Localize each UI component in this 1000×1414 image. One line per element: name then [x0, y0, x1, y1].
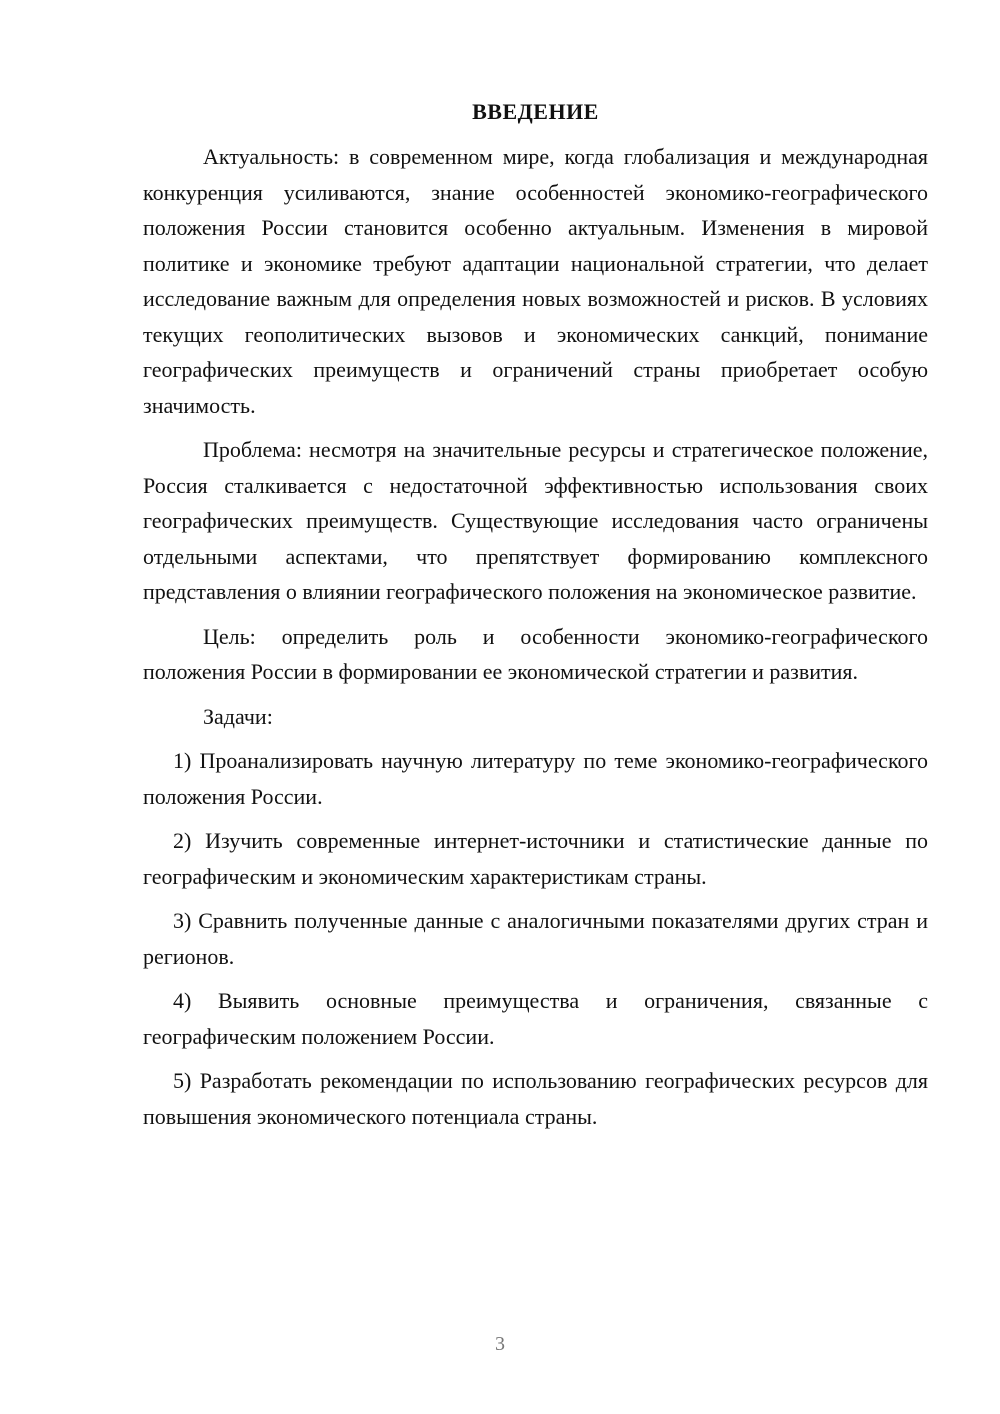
document-page — [143, 94, 928, 1143]
task-item-3: 3) Сравнить полученные данные с аналогичными показателями других стран и регионов. — [143, 908, 928, 969]
task-item-2: 2) Изучить современные интернет-источники и статистические данные по географическим и экономическим характеристикам страны. — [143, 828, 928, 889]
paragraph-goal: Цель: определить роль и особенности экономико-географического положения России в формировании ее экономической стратегии и развития. — [143, 623, 928, 684]
tasks-heading: Задачи: — [203, 703, 273, 729]
page-number: 3 — [495, 1333, 505, 1355]
task-item-1: 1) Проанализировать научную литературу по теме экономико-географического положения России. — [143, 748, 928, 809]
section-title: ВВЕДЕНИЕ — [472, 99, 599, 124]
task-item-5: 5) Разработать рекомендации по использованию географических ресурсов для повышения экономического потенциала страны. — [143, 1068, 928, 1129]
paragraph-problem: Проблема: несмотря на значительные ресурсы и стратегическое положение, Россия сталкивается с недостаточной эффективностью использования своих географических преимуществ. Существующие исследования часто ограничены отдельными аспектами, что препятствует формированию комплексного представления о влиянии географического положения на экономическое развитие. — [143, 437, 928, 604]
task-item-4: 4) Выявить основные преимущества и ограничения, связанные с географическим положением России. — [143, 988, 928, 1049]
paragraph-relevance: Актуальность: в современном мире, когда глобализация и международная конкуренция усиливаются, знание особенностей экономико-географического положения России становится особенно актуальным. Изменения в мировой политике и экономике требуют адаптации национальной стратегии, что делает исследование важным для определения новых возможностей и рисков. В условиях текущих геополитических вызовов и экономических санкций, понимание географических преимуществ и ограничений страны приобретает особую значимость. — [143, 144, 928, 418]
